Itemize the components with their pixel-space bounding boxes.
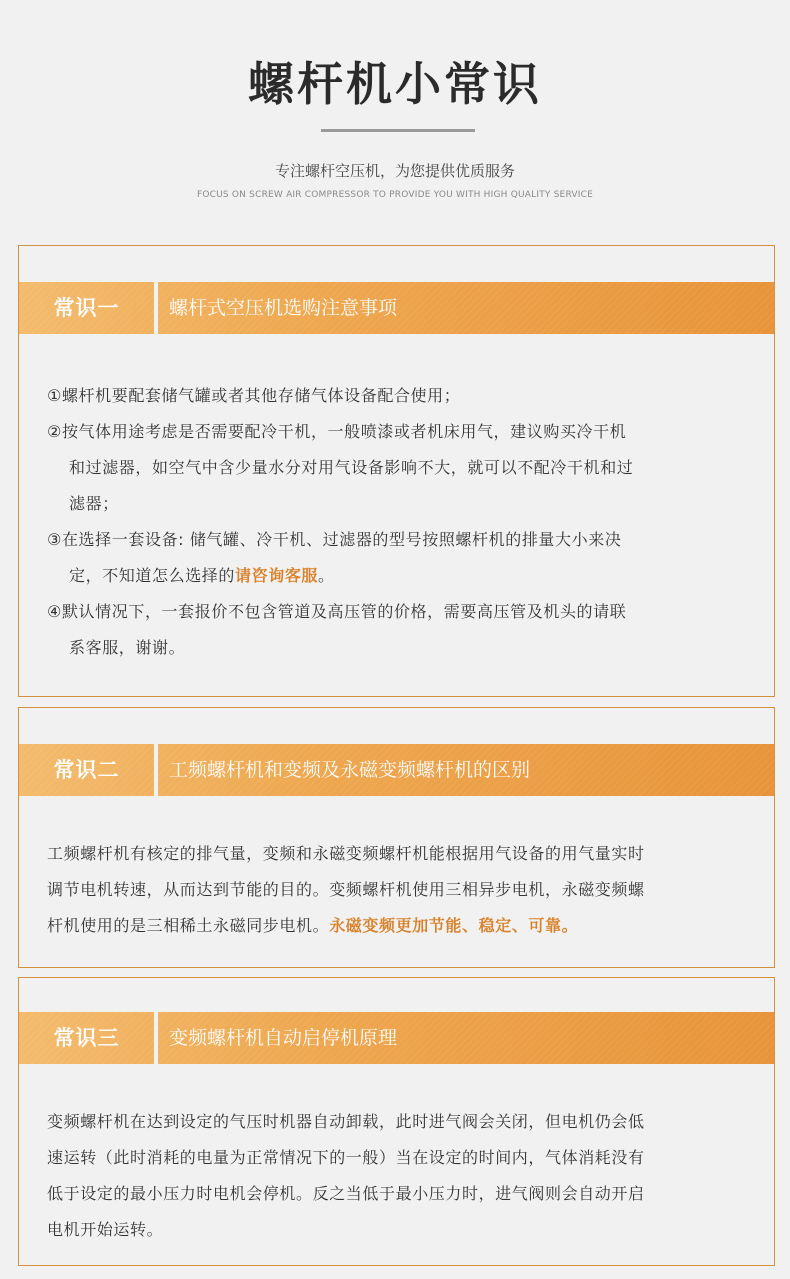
section-heading-2: 工频螺杆机和变频及永磁变频螺杆机的区别	[169, 759, 531, 781]
banner-separator	[154, 744, 158, 796]
section-card-2	[18, 707, 775, 968]
item-text: 按气体用途考虑是否需要配冷干机，一般喷漆或者机床用气，建议购买冷干机	[61, 422, 627, 441]
list-item	[47, 414, 759, 522]
banner-separator	[154, 1012, 158, 1064]
item-text: 默认情况下，一套报价不包含管道及高压管的价格，需要高压管及机头的请联	[61, 602, 627, 621]
banner-separator	[154, 282, 158, 334]
item-continuation: 和过滤器，如空气中含少量水分对用气设备影响不大，就可以不配冷干机和过	[69, 458, 634, 477]
section-card-1	[18, 245, 775, 697]
list-item	[47, 522, 759, 594]
page-title: 螺杆机小常识	[248, 57, 542, 111]
item-text-before-link: 定，不知道怎么选择的	[69, 566, 236, 585]
item-text-after-link: 。	[318, 566, 335, 585]
paragraph-text: 杆机使用的是三相稀土永磁同步电机。	[47, 916, 330, 935]
section-banner-2	[19, 744, 774, 796]
paragraph-line: 电机开始运转。	[47, 1220, 164, 1239]
section-body-3	[47, 1104, 759, 1248]
section-body-2	[47, 836, 759, 944]
paragraph-line: 速运转（此时消耗的电量为正常情况下的一般）当在设定的时间内，气体消耗没有	[47, 1148, 645, 1167]
list-item	[47, 594, 759, 666]
section-body-1	[47, 378, 759, 666]
paragraph-line: 工频螺杆机有核定的排气量，变频和永磁变频螺杆机能根据用气设备的用气量实时	[47, 844, 645, 863]
section-card-3	[18, 977, 775, 1266]
title-divider	[321, 129, 475, 132]
item-text: 螺杆机要配套储气罐或者其他存储气体设备配合使用；	[61, 386, 461, 405]
paragraph-line: 调节电机转速，从而达到节能的目的。变频螺杆机使用三相异步电机，永磁变频螺	[47, 880, 645, 899]
paragraph-line	[47, 908, 759, 944]
item-continuation: 系客服，谢谢。	[69, 638, 186, 657]
section-badge-2: 常识二	[53, 758, 120, 782]
item-continuation: 滤器；	[69, 494, 119, 513]
list-item	[47, 378, 759, 414]
subtitle-english: FOCUS ON SCREW AIR COMPRESSOR TO PROVIDE YOU WITH HIGH QUALITY SERVICE	[196, 190, 593, 200]
section-banner-1	[19, 282, 774, 334]
section-banner-3	[19, 1012, 774, 1064]
section-badge-1: 常识一	[53, 296, 120, 320]
item-number: ②	[47, 422, 62, 441]
subtitle-chinese: 专注螺杆空压机，为您提供优质服务	[274, 162, 515, 180]
item-number: ①	[47, 386, 62, 405]
item-number: ③	[47, 530, 62, 549]
item-text: 在选择一套设备: 储气罐、冷干机、过滤器的型号按照螺杆机的排量大小来决	[61, 530, 622, 549]
section-badge-3: 常识三	[53, 1026, 120, 1050]
consult-service-link[interactable]: 请咨询客服	[235, 566, 319, 585]
item-number: ④	[47, 602, 62, 621]
highlight-text: 永磁变频更加节能、稳定、可靠。	[329, 916, 579, 935]
item-continuation	[47, 558, 759, 594]
section-heading-3: 变频螺杆机自动启停机原理	[169, 1027, 398, 1049]
paragraph-line: 低于设定的最小压力时电机会停机。反之当低于最小压力时，进气阀则会自动开启	[47, 1184, 645, 1203]
paragraph-line: 变频螺杆机在达到设定的气压时机器自动卸载，此时进气阀会关闭，但电机仍会低	[47, 1112, 645, 1131]
section-heading-1: 螺杆式空压机选购注意事项	[169, 297, 398, 319]
